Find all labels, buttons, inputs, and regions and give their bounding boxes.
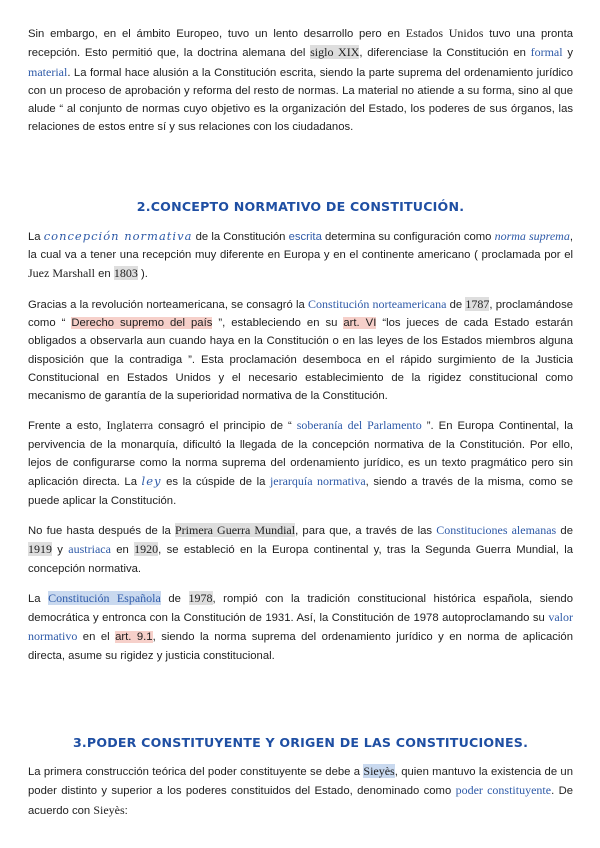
term-formal: formal [530,45,563,60]
highlight-1978: 1978 [188,590,213,605]
term-ley: ley [141,474,162,489]
term-poder-constituyente: poder constituyente [455,783,552,798]
section-heading-poder-constituyente: 3.PODER CONSTITUYENTE Y ORIGEN DE LAS CONSTITUCIONES. [72,735,529,751]
term-constituciones-alemanas: Constituciones alemanas [436,522,557,537]
paragraph-concepcion-normativa: La concepción normativa de la Constitución escrita determina su configuración como norma suprema, la cual va a tener una recepción muy diferente en Europa y en el continente americano ( proclamada por el Juez Marshall en 1803 ). [28,228,573,281]
term-juez-marshall: Juez Marshall [28,266,95,281]
term-austriaca: austriaca [68,542,111,557]
document-page [28,24,573,820]
paragraph-constitucion-espanola: La Constitución Española de 1978, rompió con la tradición constitucional histórica española, siendo democrática y entronca con la Constitución de 1931. Así, la Constitución de 1978 autoproclamando su valor normativo en el art. 9.1, siendo la norma suprema del ordenamiento jurídico y en norma de aplicación directa, asume su rigidez y justicia constitucional. [28,590,573,662]
highlight-1920: 1920 [134,542,159,557]
term-constitucion-norteamericana: Constitución norteamericana [308,296,447,311]
paragraph-formal-material: Sin embargo, en el ámbito Europeo, tuvo un lento desarrollo pero en Estados Unidos tuvo una pronta recepción. Esto permitió que, la doctrina alemana del siglo XIX, diferenciase la Constitución en formal y material. La formal hace alusión a la Constitución escrita, siendo la parte suprema del ordenamiento jurídico con un proceso de aprobación y reforma del resto de normas. La material no atiende a su forma, sino al que alude “ al conjunto de normas cuyo objetivo es la organización del Estado, los poderes de sus órganos, las relaciones de estos entre sí y sus relaciones con los ciudadanos. [28,26,574,134]
section-heading-concepto: 2.CONCEPTO NORMATIVO DE CONSTITUCIÓN. [136,198,465,214]
paragraph-revolucion-norteamericana: Gracias a la revolución norteamericana, se consagró la Constitución norteamericana de 1787, proclamándose como “ Derecho supremo del país ”, estableciendo en su art. VI “los jueces de cada Estado estarán obligados a observarla aun cuando haya en la Constitución o en las leyes de los Estados miembros alguna disposición que la contradiga ”. Esta proclamación desemboca en el rápido surgimiento de la Justicia Constitucional en Estados Unidos y el necesario establecimiento de la rigidez constitucional como mecanismo de garantía de la superioridad normativa de la Constitución. [28,296,573,403]
highlight-1919: 1919 [28,542,52,557]
highlight-art-vi: art. VI [343,316,377,329]
term-material: material [28,64,68,79]
highlight-siglo-xix: siglo XIX [310,45,360,60]
term-soberania-parlamento: soberanía del Parlamento [296,418,422,433]
highlight-sieyes: Sieyès [363,764,395,779]
highlight-primera-guerra: Primera Guerra Mundial [175,522,296,537]
paragraph-sieyes: La primera construcción teórica del poder constituyente se debe a Sieyès, quien mantuvo la existencia de un poder distinto y superior a los poderes constituidos del Estado, denominado como poder constituyente. De acuerdo con Sieyès: [28,764,574,817]
highlight-art-9-1: art. 9.1 [115,631,153,644]
term-escrita: escrita [288,230,322,243]
term-valor-normativo: valor normativo [28,610,573,644]
term-estados-unidos: Estados Unidos [405,26,484,40]
highlight-constitucion-espanola: Constitución Española [48,590,161,605]
highlight-1787: 1787 [465,296,490,311]
term-norma-suprema: norma suprema [494,228,570,243]
highlight-1803: 1803 [113,266,138,281]
term-concepcion-normativa: concepción normativa [43,228,193,243]
term-sieyes: Sieyès [93,802,125,817]
paragraph-inglaterra: Frente a esto, Inglaterra consagró el principio de “ soberanía del Parlamento ”. En Europa Continental, la pervivencia de la monarquía, dificultó la llegada de la concepción normativa de la Constitución. Por ello, lejos de configurarse como la norma suprema del ordenamiento jurídico, es un texto pragmático pero sin aplicación directa. La ley es la cúspide de la jerarquía normativa, siendo a través de la misma, como se puede aplicar la Constitución. [28,418,573,507]
highlight-derecho-supremo: Derecho supremo del país [71,316,213,329]
term-jerarquia-normativa: jerarquía normativa [269,474,366,489]
term-inglaterra: Inglaterra [106,418,154,433]
paragraph-primera-guerra: No fue hasta después de la Primera Guerra Mundial, para que, a través de las Constituciones alemanas de 1919 y austriaca en 1920, se estableció en la Europa continental y, tras la Segunda Guerra Mundial, la concepción normativa. [28,522,573,575]
